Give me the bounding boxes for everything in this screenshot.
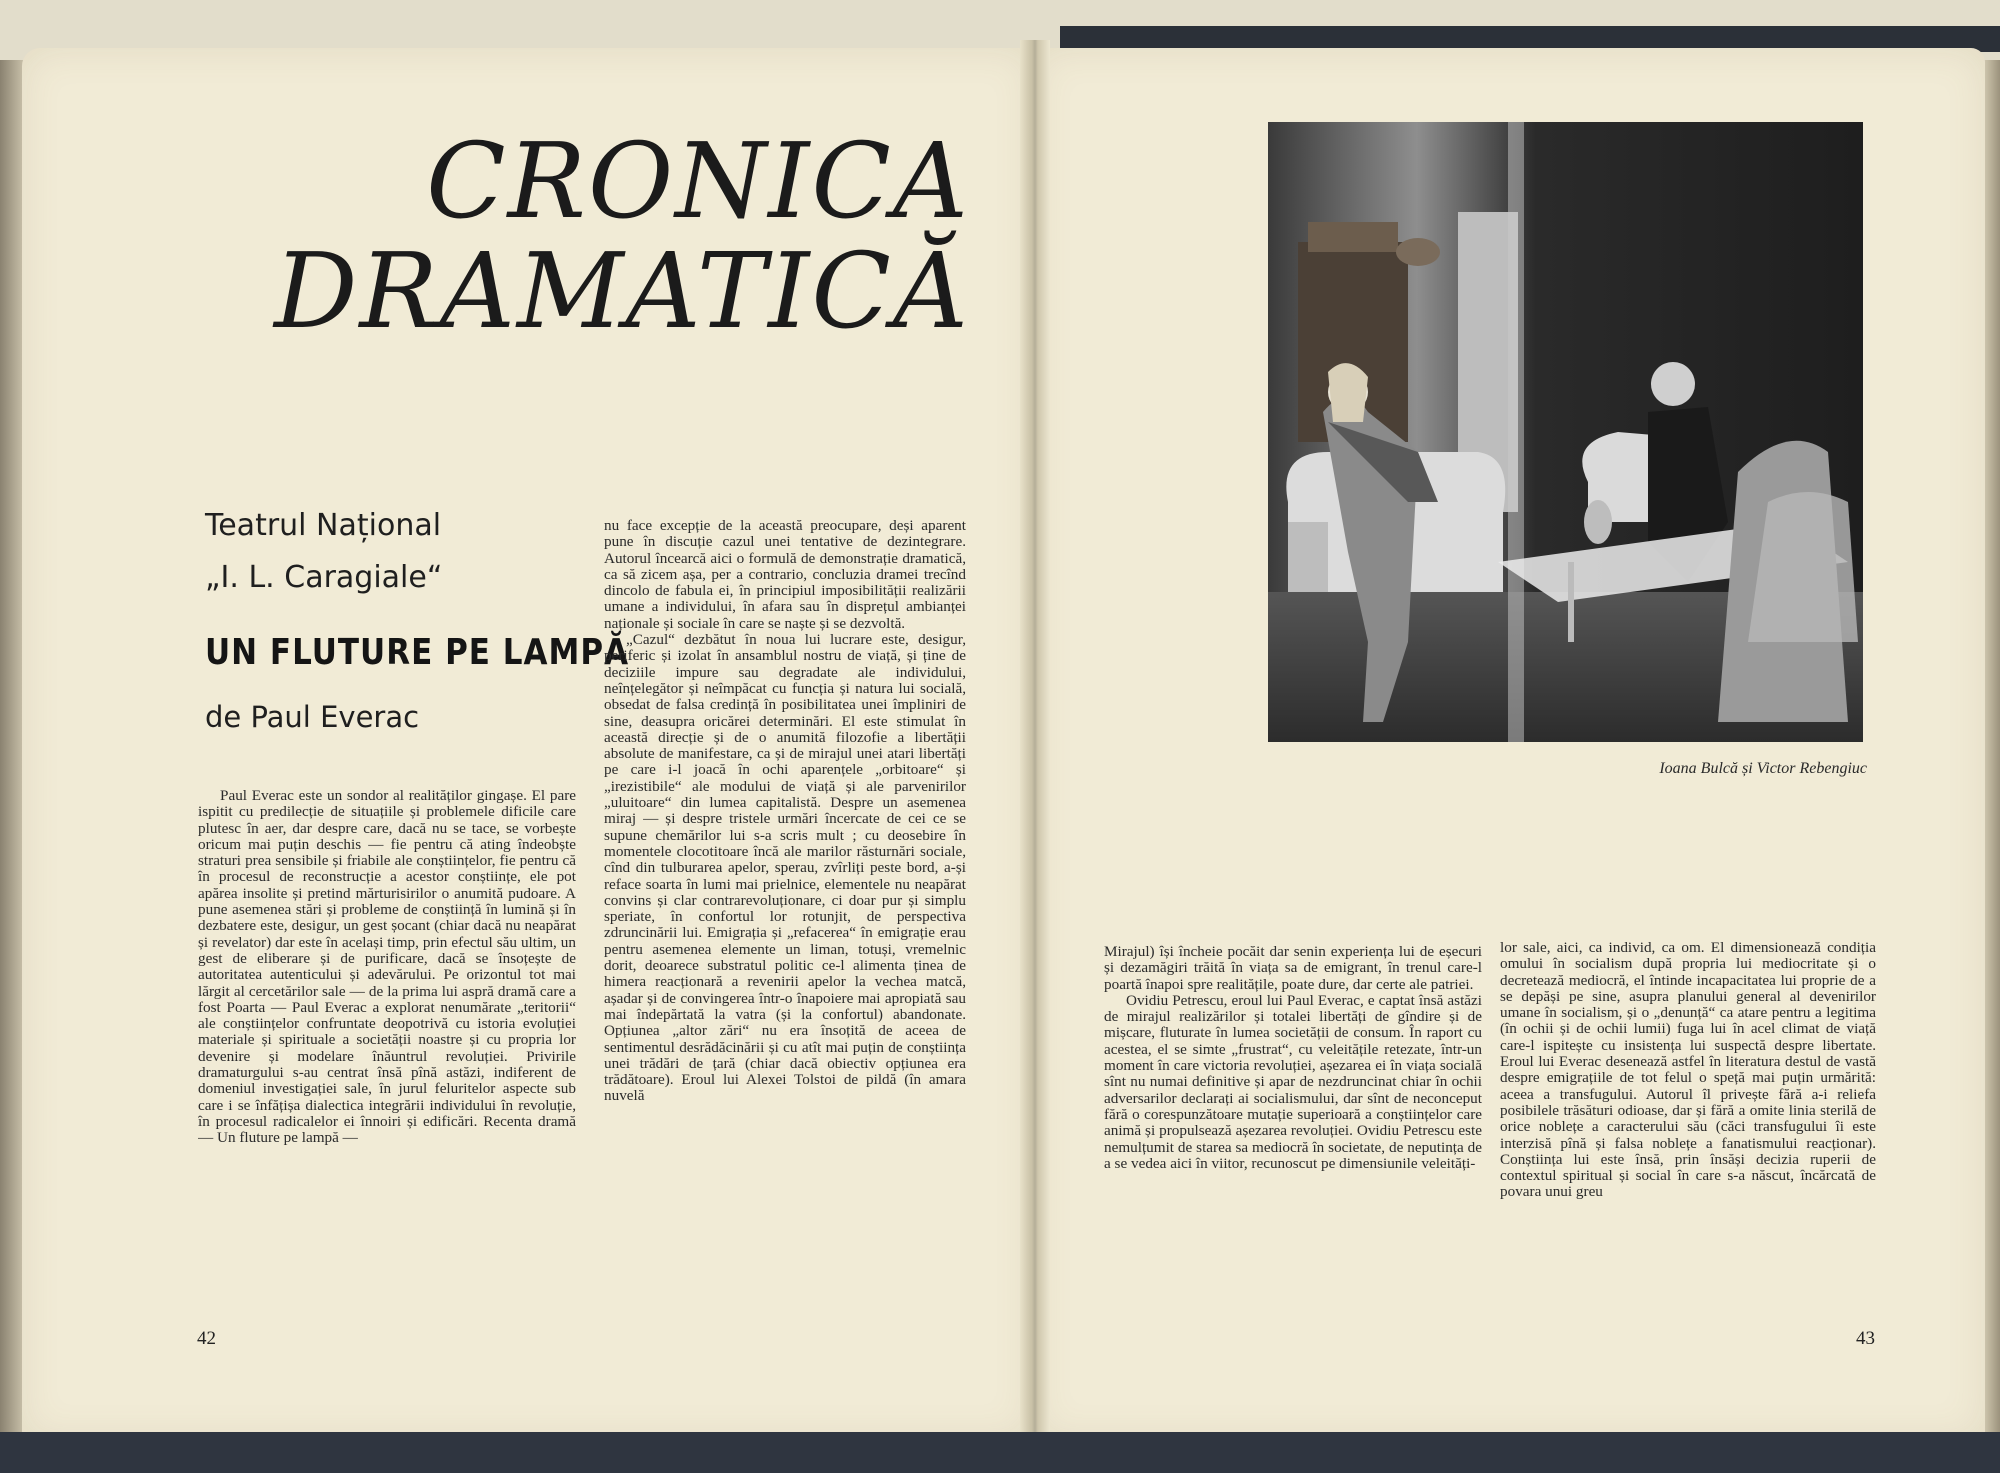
title-line-1: CRONICA [426, 120, 970, 242]
theatre-name: Teatrul Național [205, 508, 442, 543]
article-column-3 [1104, 944, 1482, 1324]
column-2-paragraph-1: nu face excepție de la această preocupare, deși aparent pune în discuție cazul unei tentative de dezintegrare. Autorul încearcă aici o formulă de demonstrație dramatică, ca să zicem așa, per a contrario, concluzia dramei trecînd dincolo de fabula ei, în principiul imposibilității realizării umane a individului, în afara sau în disprețul ambianței naționale și sociale în care se naște și se dezvoltă. [604, 518, 966, 632]
column-2-paragraph-2: „Cazul“ dezbătut în noua lui lucrare este, desigur, periferic și izolat în ansamblul nostru de viață, și ține de deciziile impure sau degradate ale individului, neînțelegător și neîmpăcat cu funcția și natura lui socială, obsedat de falsa credință în posibilitatea unei împliniri de sine, deasupra oricărei determinări. El este stimulat în această direcție și de o anumită filozofie a libertății absolute de manifestare, ca și de mirajul unei atari libertăți pe care i-l joacă în ochi aparențele „orbitoare“ și „irezistibile“ ale modului de viață și ale parvenirilor „uluitoare“ din lumea capitalistă. Despre un asemenea miraj — și despre tristele urmări încercate de cei ce se supune chemărilor lui s-a scris mult ; cu deosebire în momentele clocotitoare încă ale marilor răsturnări sociale, cînd din tulburarea apelor, sperau, zvîrliți peste bord, a-și reface soarta în lumi mai prielnice, elementele nu neapărat convins și clar contrarevoluționare, ci doar pur și simplu speriate, în confortul lor rotunjit, de perspectiva zdruncinării lui. Emigrația și „refacerea“ în emigrație erau pentru asemenea elemente un liman, totuși, vremelnic dorit, deoarece substratul politic ce-l alimenta ținea de himera reacționară a revenirii apelor la vechea matcă, așadar și de convingerea într-o înapoiere mai apropiată sau mai îndepărtată la vatra (și la confortul) abandonate. Opțiunea „altor zări“ nu era însoțită de aceea de sentimentul desrădăcinării și cu atît mai puțin de conștiința unei trădări de țară (chiar dacă obiectiv opțiunea era trădătoare). Eroul lui Alexei Tolstoi de pildă (în amara nuvelă [604, 631, 966, 1105]
title-line-2: DRAMATICĂ [274, 230, 970, 352]
author-line: de Paul Everac [205, 700, 420, 734]
page-number-right: 43 [1856, 1328, 1875, 1349]
article-column-1 [198, 788, 576, 1322]
book-spine [1020, 40, 1050, 1440]
cover-board-bottom [0, 1432, 2000, 1473]
play-title: UN FLUTURE PE LAMPĂ [205, 632, 630, 674]
stage-photo [1268, 122, 1863, 742]
theatre-name-caragiale: „I. L. Caragiale“ [205, 560, 443, 595]
column-3-paragraph-2: Ovidiu Petrescu, eroul lui Paul Everac, e captat însă astăzi de mirajul realizărilor și totalei libertăți de gîndire și de mișcare, fluturate în lumea societății de consum. În raport cu acestea, el se simte „frustrat“, cu veleitățile retezate, într-un moment în care victoria revoluției, așezarea ei în viața socială sînt nu numai definitive și apar de nezdruncinat chiar în ochii adversarilor declarați ai socialismului, dar sînt de neconceput fără o corespunzătoare mutație superioară a conștiințelor care animă și propulsează așezarea revoluției. Ovidiu Petrescu este nemulțumit de starea sa mediocră în societate, de neputința de a se vedea aici în viitor, recunoscut pe dimensiunile veleități- [1104, 991, 1482, 1172]
photo-caption: Ioana Bulcă și Victor Rebengiuc [1659, 760, 1867, 777]
column-4-paragraph: lor sale, aici, ca individ, ca om. El dimensionează condiția omului în socialism după propria lui mediocritate și o decretează mediocră, el întinde incapacitatea lui proprie de a se depăși pe sine, asupra planului general al devenirilor umane în socialism, și o „denunță“ ca atare pentru a legitima (în ochii și de ochii lumii) fuga lui în acel climat de viață care-l ispitește cu insistența lui suspectă despre libertate. Eroul lui Everac desenează astfel în literatura destul de vastă despre emigrațiile de tot felul o speță mai puțin urmărită: aceea a transfugului. Autorul îl privește fără a-i reliefa posibilele trăsături odioase, dar și fără a omite linia sterilă de orice noblețe a caracterului său (căci transfugului îi este interzisă pînă și falsa noblețe a fanatismului reacționar). Conștiința lui este însă, prin însăși decizia ruperii de contextul spiritual și social în care s-a născut, încărcată de povara unui greu [1500, 940, 1876, 1201]
column-1-paragraph: Paul Everac este un sondor al realităților gingașe. El pare ispitit cu predilecție de situațiile și problemele dificile care plutesc în aer, dar despre care, dacă nu se tace, se vorbește oricum mai puțin deschis — fie pentru că ating îndeobște straturi prea sensibile și friabile ale conștiințelor, fie pentru că în procesul de reconstrucție a acestor conștiințe, ele pot apărea insolite și pretind mărturisirilor o anumită pudoare. A pune asemenea stări și probleme de conștiință în lumină și în dezbatere este, desigur, un gest șocant (chiar dacă nu neapărat și revelator) dar este în același timp, prin efectul său ultim, un gest de eliberare și de purificare, dacă se însoțește de autoritatea autenticului și adevărului. Pe orizontul tot mai lărgit al cercetărilor sale — de la prima lui aspră dramă care a fost Poarta — Paul Everac a explorat nenumărate „teritorii“ ale conștiințelor confruntate deopotrivă cu istoria evoluției materiale și spirituale a societății noastre și cu propria lor devenire și modelare înăuntrul revoluției. Privirile dramaturgului s-au centrat însă pînă astăzi, indiferent de domeniul investigației sale, în jurul feluritelor aspecte sub care i se înfățișa dialectica integrării individului în revoluție, în procesul radicalelor ei înnoiri și edificări. Recenta dramă — Un fluture pe lampă — [198, 788, 576, 1147]
column-3-paragraph-1: Mirajul) își încheie pocăit dar senin experiența lui de eșecuri și dezamăgiri trăită în viața sa de emigrant, în trenul care-l poartă înapoi spre realitățile, poate dure, dar certe ale patriei. [1104, 944, 1482, 993]
article-column-4 [1500, 940, 1876, 1324]
page-edges-left [0, 60, 24, 1440]
article-column-2 [604, 518, 966, 1318]
page-number-left: 42 [197, 1328, 216, 1349]
